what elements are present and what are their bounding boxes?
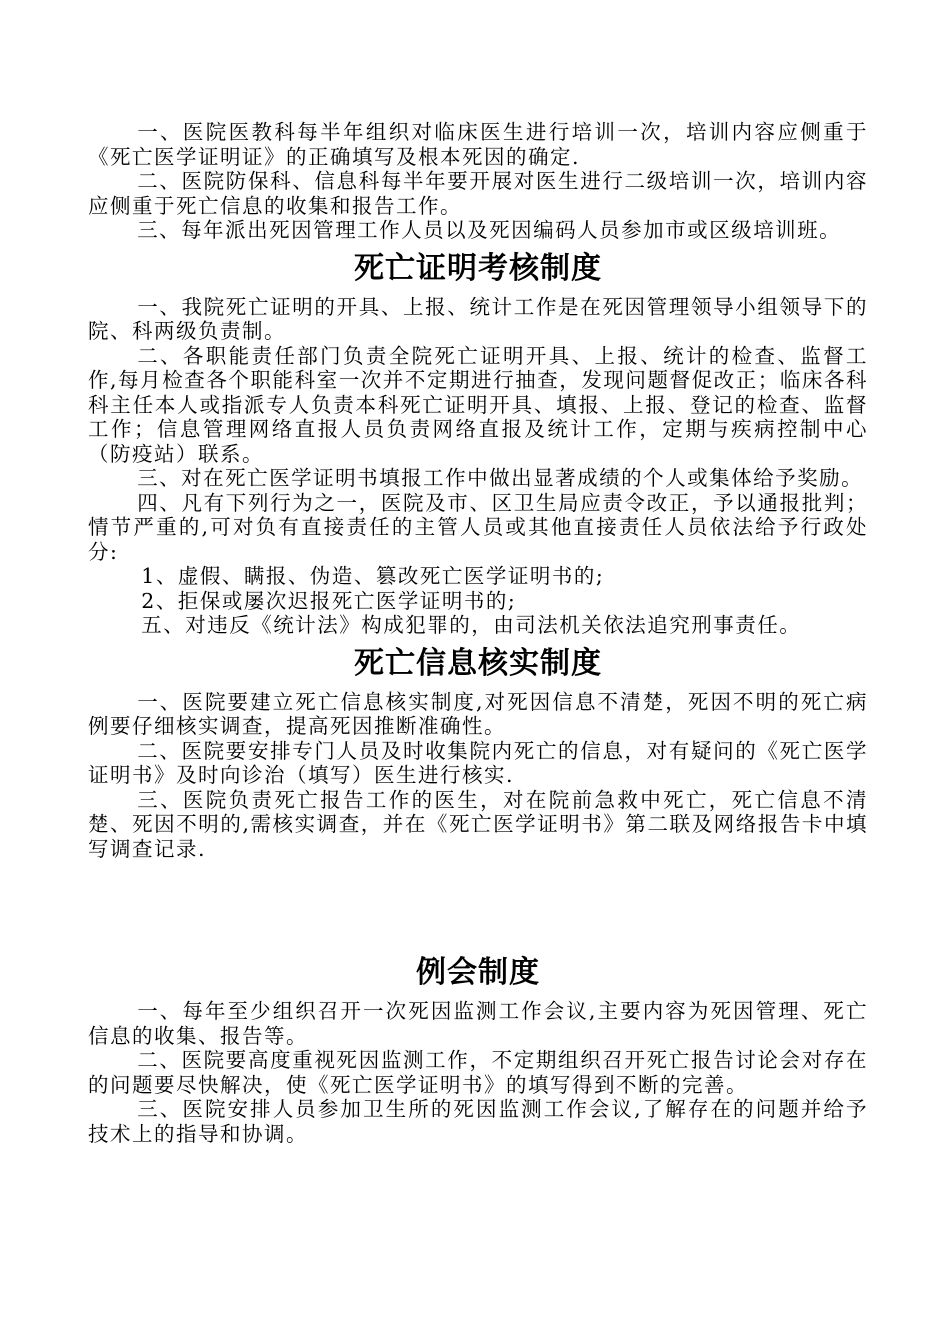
death-certificate-assessment-section: [88, 249, 868, 638]
intro-paragraph-3: 三、每年派出死因管理工作人员以及死因编码人员参加市或区级培训班。: [137, 218, 842, 242]
section2-paragraph-1: 一、医院要建立死亡信息核实制度,对死因信息不清楚，死因不明的死亡病例要仔细核实调查，提高死因推断准确性。: [88, 689, 868, 738]
intro-paragraph-2: 二、医院防保科、信息科每半年要开展对医生进行二级培训一次，培训内容应侧重于死亡信息的收集和报告工作。: [88, 169, 868, 218]
section2-paragraph-2: 二、医院要安排专门人员及时收集院内死亡的信息，对有疑问的《死亡医学证明书》及时向诊治（填写）医生进行核实.: [88, 738, 868, 787]
death-info-verification-section: [88, 644, 868, 862]
section3-paragraph-1: 一、每年至少组织召开一次死因监测工作会议,主要内容为死因管理、死亡信息的收集、报告等。: [88, 999, 868, 1048]
intro-paragraph-1: 一、医院医教科每半年组织对临床医生进行培训一次，培训内容应侧重于《死亡医学证明证》的正确填写及根本死因的确定.: [88, 120, 868, 169]
section1-paragraph-5: 五、对违反《统计法》构成犯罪的，由司法机关依法追究刑事责任。: [141, 613, 802, 637]
document-page: [88, 120, 868, 1146]
section-spacer: [88, 861, 868, 947]
section1-list-item-1: 1、虚假、瞒报、伪造、篡改死亡医学证明书的;: [141, 564, 605, 588]
section1-paragraph-2: 二、各职能责任部门负责全院死亡证明开具、上报、统计的检查、监督工作,每月检查各个职能科室一次并不定期进行抽查，发现问题督促改正；临床各科科主任本人或指派专人负责本科死亡证明开具、填报、上报、登记的检查、监督工作；信息管理网络直报人员负责网络直报及统计工作，定期与疾病控制中心（防疫站）联系。: [88, 343, 868, 466]
intro-section: [88, 120, 868, 243]
section1-list-item-2: 2、拒保或屡次迟报死亡医学证明书的;: [141, 588, 517, 613]
section3-paragraph-3: 三、医院安排人员参加卫生所的死因监测工作会议,了解存在的问题并给予技术上的指导和协调。: [88, 1097, 868, 1146]
section-title: 死亡信息核实制度: [354, 645, 602, 681]
section2-paragraph-3: 三、医院负责死亡报告工作的医生，对在院前急救中死亡，死亡信息不清楚、死因不明的,需核实调查，并在《死亡医学证明书》第二联及网络报告卡中填写调查记录.: [88, 787, 868, 861]
section-title: 例会制度: [416, 955, 540, 990]
section1-paragraph-1: 一、我院死亡证明的开具、上报、统计工作是在死因管理领导小组领导下的院、科两级负责制。: [88, 294, 868, 343]
regular-meeting-section: [88, 953, 868, 1146]
section-title: 死亡证明考核制度: [354, 250, 602, 286]
section1-paragraph-4: 四、凡有下列行为之一，医院及市、区卫生局应责令改正，予以通报批判；情节严重的,可对负有直接责任的主管人员或其他直接责任人员依法给予行政处分:: [88, 490, 868, 564]
section1-paragraph-3: 三、对在死亡医学证明书填报工作中做出显著成绩的个人或集体给予奖励。: [137, 466, 864, 490]
section3-paragraph-2: 二、医院要高度重视死因监测工作，不定期组织召开死亡报告讨论会对存在的问题要尽快解决，使《死亡医学证明书》的填写得到不断的完善。: [88, 1048, 868, 1097]
